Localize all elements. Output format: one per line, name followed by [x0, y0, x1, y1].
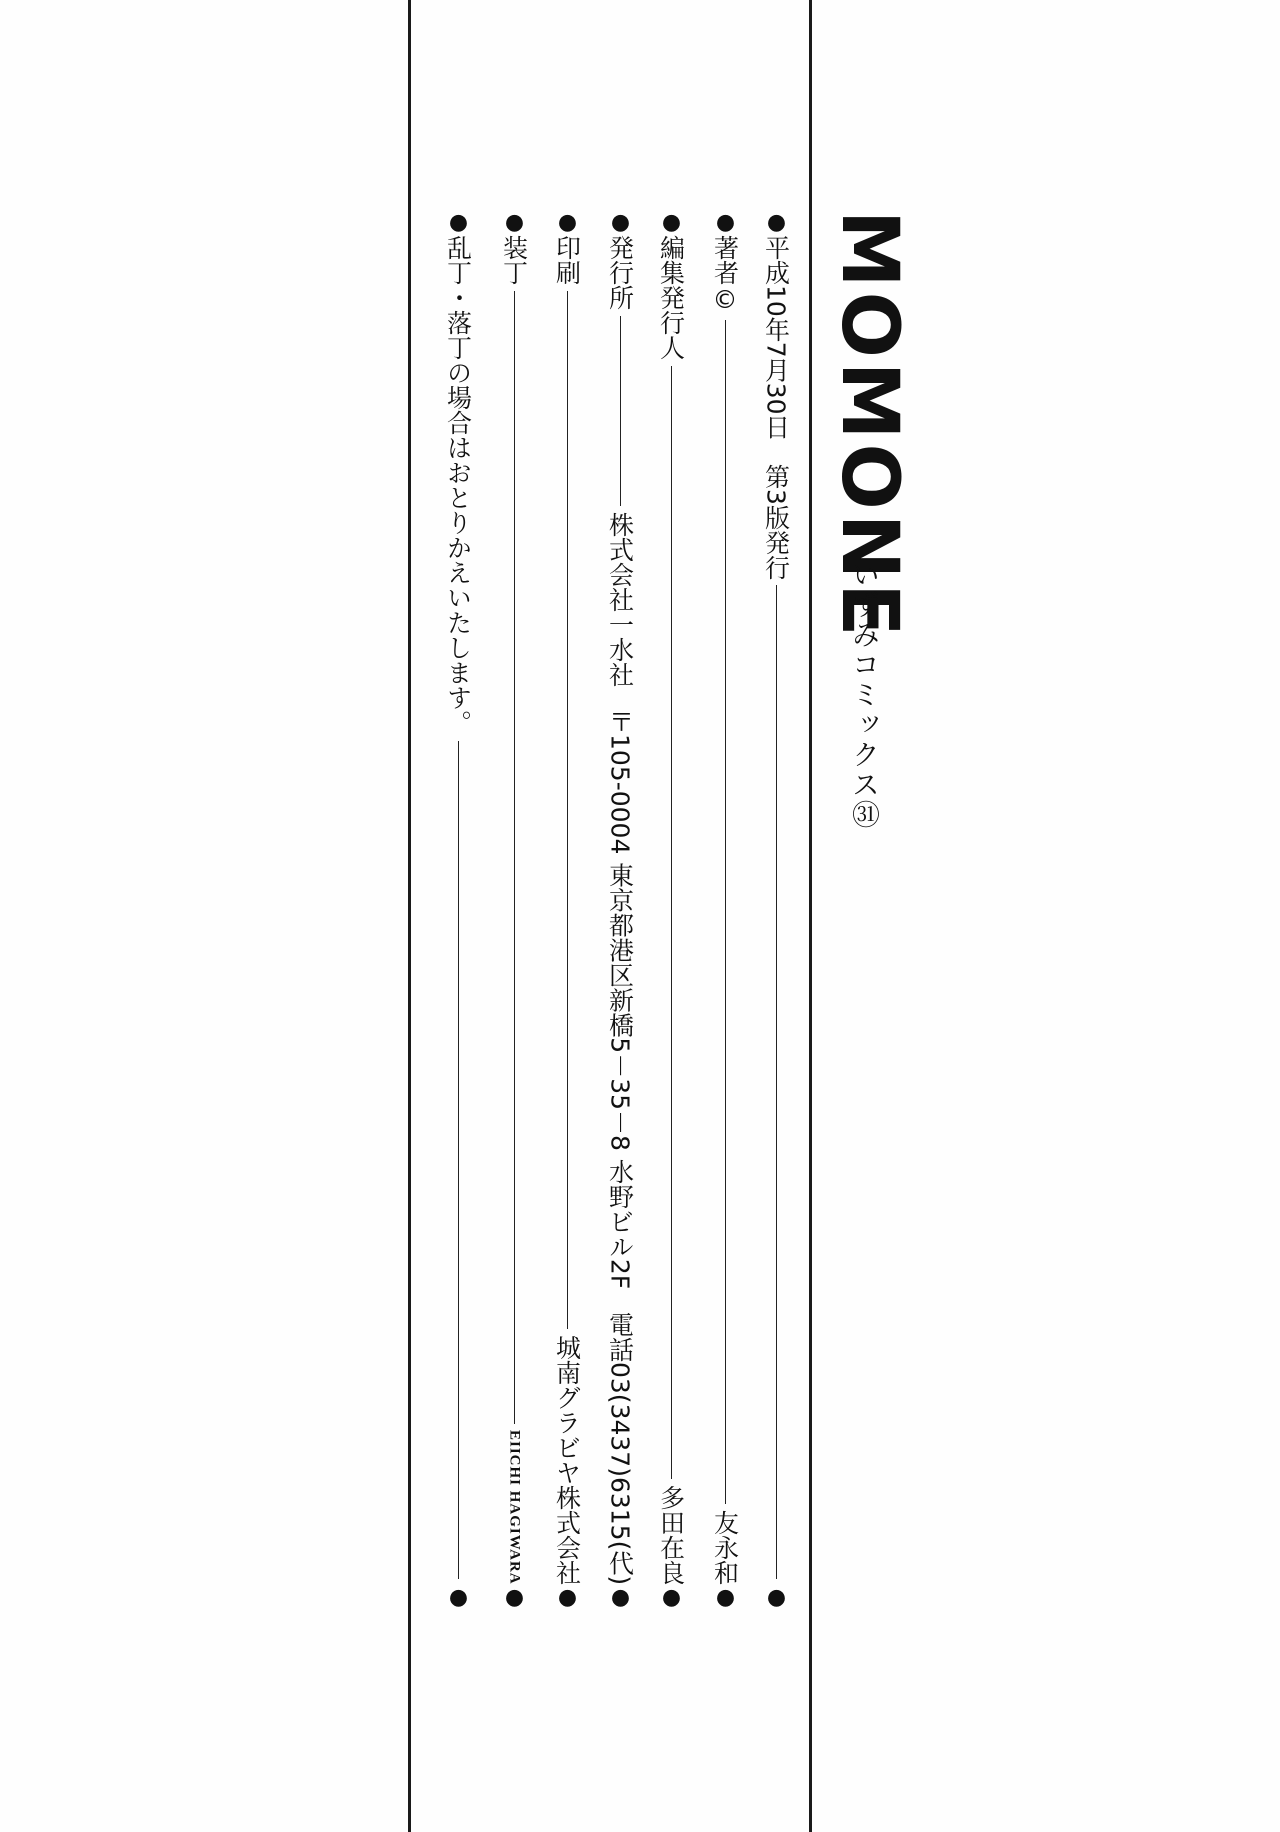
author-name: 友永和 [710, 1510, 740, 1585]
bullet-icon: ● [502, 210, 527, 235]
editor-label: 編集発行人 [656, 235, 686, 360]
leader-line [567, 291, 568, 1329]
colophon-row-editor [653, 210, 689, 1610]
bullet-icon: ● [764, 1585, 789, 1610]
bullet-icon: ● [764, 210, 789, 235]
bullet-icon: ● [713, 1585, 738, 1610]
bullet-icon: ● [713, 210, 738, 235]
edition-date: 平成10年7月30日 [761, 235, 791, 440]
bullet-icon: ● [446, 1585, 471, 1610]
left-border-line [408, 0, 411, 1832]
bullet-icon: ● [502, 1585, 527, 1610]
author-label: 著者© [710, 235, 740, 314]
bullet-icon: ● [446, 210, 471, 235]
colophon-row-edition [758, 210, 794, 1610]
leader-line [725, 320, 726, 1504]
publisher-label: 発行所 [605, 235, 635, 310]
right-border-line [809, 0, 812, 1832]
printer-label: 印刷 [552, 235, 582, 285]
leader-line [620, 316, 621, 506]
colophon-row-notice [440, 210, 476, 1610]
bullet-icon: ● [659, 1585, 684, 1610]
printer-name: 城南グラビヤ株式会社 [552, 1335, 582, 1585]
designer-signature: EIICHI HAGIWARA [506, 1430, 523, 1585]
colophon-row-publisher [602, 210, 638, 1610]
bullet-icon: ● [608, 210, 633, 235]
publisher-phone: 電話03(3437)6315(代) [605, 1311, 635, 1585]
book-title: MOMONE [824, 210, 914, 641]
bullet-icon: ● [555, 1585, 580, 1610]
design-label: 装丁 [499, 235, 529, 285]
bullet-icon: ● [608, 1585, 633, 1610]
colophon-row-author [707, 210, 743, 1610]
edition-printing: 第3版発行 [761, 463, 791, 580]
bullet-icon: ● [659, 210, 684, 235]
publisher-name: 株式会社一水社 [605, 512, 635, 687]
series-name: いずみコミックス㉛ [848, 560, 881, 830]
bullet-icon: ● [555, 210, 580, 235]
replacement-notice: 乱丁・落丁の場合はおとりかえいたします。 [443, 235, 473, 735]
leader-line [514, 291, 515, 1424]
editor-name: 多田在良 [656, 1485, 686, 1585]
colophon-row-design [496, 210, 532, 1610]
leader-line [671, 366, 672, 1479]
leader-line [776, 585, 777, 1579]
leader-line [458, 741, 459, 1579]
colophon-row-printer [549, 210, 585, 1610]
publisher-address: 〒105-0004 東京都港区新橋5－35－8 水野ビル2F [605, 709, 635, 1290]
